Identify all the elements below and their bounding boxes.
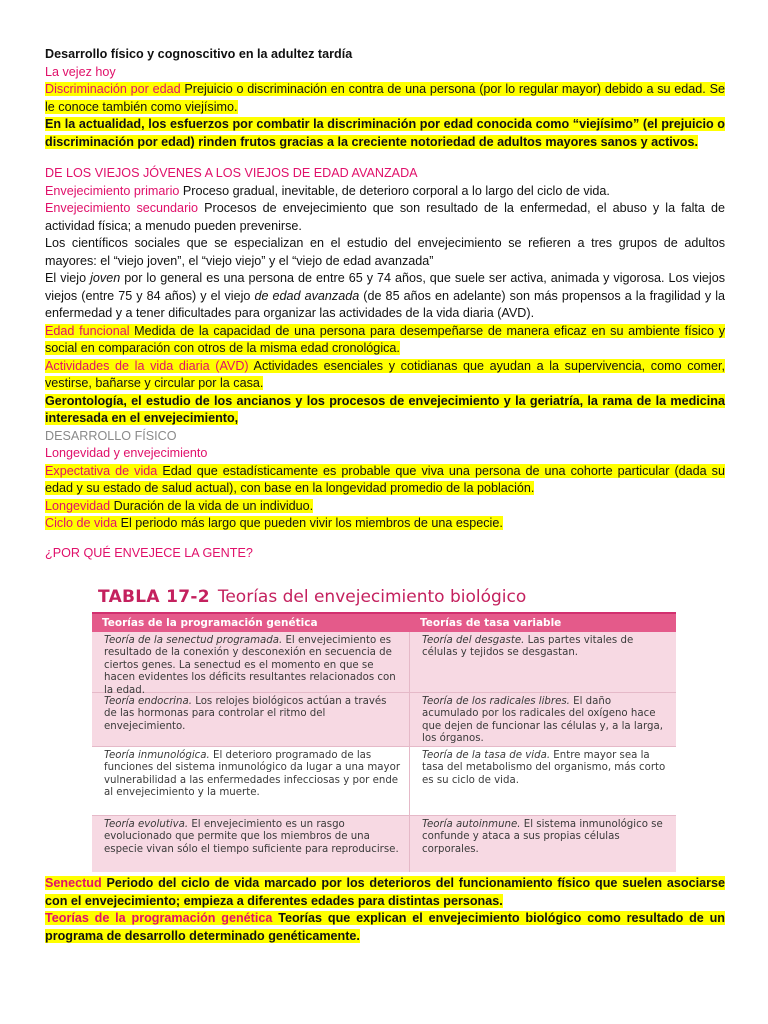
- table-cell: Teoría de la tasa de vida. Entre mayor sea la tasa del metabolismo del organismo, más corto es su ciclo de vida.: [422, 750, 666, 786]
- definition-edad-funcional: [45, 323, 725, 358]
- table-header-col2: Teorías de tasa variable: [420, 617, 562, 629]
- def-env-secundario: Procesos de envejecimiento que son resultado de la enfermedad, el abuso y la falta de actividad física; a menudo pueden prevenirse.: [45, 201, 725, 233]
- table-cell: Teoría autoinmune. El sistema inmunológico se confunde y ataca a sus propias células corporales.: [422, 819, 663, 855]
- table-cell: Teoría del desgaste. Las partes vitales de células y tejidos se desgastan.: [422, 635, 634, 659]
- paragraph-discriminacion: En la actualidad, los esfuerzos por combatir la discriminación por edad conocida como “viejísimo” (el prejuicio o discriminación por edad) rinden frutos gracias a la creciente notoriedad de adultos mayores sanos y activos.: [45, 117, 725, 149]
- paragraph-grupos: Los científicos sociales que se especializan en el estudio del envejecimiento se refieren a tres grupos de adultos mayores: el “viejo joven”, el “viejo viejo” y el “viejo de edad avanzada”: [45, 236, 725, 268]
- definition-senectud: [45, 875, 725, 910]
- table-header-col1: Teorías de la programación genética: [102, 617, 318, 629]
- section-heading-viejos: DE LOS VIEJOS JÓVENES A LOS VIEJOS DE EDAD AVANZADA: [45, 166, 418, 180]
- term-env-secundario: Envejecimiento secundario: [45, 201, 199, 215]
- paragraph-viejo-joven: El viejo joven por lo general es una persona de entre 65 y 74 años, que suele ser activa, animada y vigorosa. Los viejos viejos (entre 75 y 84 años) y el viejo de edad avanzada (de 85 años en adelante) son más propensos a la fragilidad y la enfermedad y a tener dificultades para organizar las actividades de la vida diaria (AVD).: [45, 271, 725, 320]
- section-heading-fisico: DESARROLLO FÍSICO: [45, 428, 177, 443]
- section-heading-porque: ¿POR QUÉ ENVEJECE LA GENTE?: [45, 545, 253, 560]
- def-discriminacion: Prejuicio o discriminación en contra de una persona (por lo regular mayor) debido a su edad. Se le conoce también como viejísimo.: [45, 82, 725, 114]
- table-cell: Teoría inmunológica. El deterioro programado de las funciones del sistema inmunológico da lugar a una mayor vulnerabilidad a las enfermedades infecciosas y por ende al envejecimiento y la muerte.: [92, 747, 410, 815]
- document-body: [45, 46, 725, 562]
- table-title: [92, 582, 676, 614]
- table-name: Teorías del envejecimiento biológico: [217, 587, 527, 607]
- definition-avd: [45, 358, 725, 393]
- table-row: [92, 746, 676, 815]
- def-expectativa: Edad que estadísticamente es probable que viva una persona de una cohorte particular (dada su edad y su estado de salud actual), con base en la longevidad promedio de la población.: [45, 463, 725, 495]
- def-programacion: Teorías que explican el envejecimiento biológico como resultado de un programa de desarrollo determinado genéticamente.: [45, 911, 725, 943]
- table-row: [92, 692, 676, 746]
- definition-programacion: [45, 910, 725, 945]
- term-programacion: Teorías de la programación genética: [45, 911, 273, 925]
- section-heading-longevidad: Longevidad y envejecimiento: [45, 446, 208, 460]
- table-header: [92, 614, 676, 632]
- def-senectud: Periodo del ciclo de vida marcado por los deterioros del funcionamiento físico que suelen asociarse con el envejecimiento; empieza a diferentes edades para distintas personas.: [45, 876, 725, 908]
- definition-expectativa: [45, 463, 725, 498]
- term-senectud: Senectud: [45, 876, 102, 890]
- term-ciclo: Ciclo de vida: [45, 516, 118, 530]
- definition-longevidad: [45, 498, 725, 516]
- definition-discriminacion: [45, 81, 725, 116]
- def-edad-funcional: Medida de la capacidad de una persona para desempeñarse de manera eficaz en su ambiente físico y social en comparación con otros de la misma edad cronológica.: [45, 323, 725, 355]
- document-title: Desarrollo físico y cognoscitivo en la adultez tardía: [45, 47, 353, 61]
- section-heading-vejez: La vejez hoy: [45, 64, 116, 79]
- paragraph-gerontologia: Gerontología, el estudio de los ancianos y los procesos de envejecimiento y la geriatría, la rama de la medicina interesada en el envejecimiento,: [45, 393, 725, 425]
- def-env-primario: Proceso gradual, inevitable, de deterioro corporal a lo largo del ciclo de vida.: [179, 183, 610, 198]
- theories-table: [92, 582, 676, 872]
- table-row: [92, 632, 676, 696]
- term-avd: Actividades de la vida diaria (AVD): [45, 358, 249, 373]
- table-cell: Teoría endocrina. Los relojes biológicos actúan a través de las hormonas para controlar el ritmo del envejecimiento.: [92, 693, 410, 746]
- def-avd: Actividades esenciales y cotidianas que ayudan a la supervivencia, como comer, vestirse, bañarse y circular por la casa.: [45, 358, 725, 390]
- table-number: TABLA 17-2: [98, 587, 210, 607]
- def-ciclo: El periodo más largo que pueden vivir los miembros de una especie.: [117, 516, 503, 530]
- table-cell: Teoría evolutiva. El envejecimiento es un rasgo evolucionado que permite que los miembros de una especie vivan sólo el tiempo suficiente para reproducirse.: [92, 816, 410, 872]
- def-longevidad: Duración de la vida de un individuo.: [110, 498, 314, 513]
- table-cell: Teoría de los radicales libres. El daño acumulado por los radicales del oxígeno hace que dejen de funcionar las células y, a la larga, los órganos.: [422, 696, 663, 745]
- term-env-primario: Envejecimiento primario: [45, 183, 180, 198]
- definition-env-primario: [45, 183, 725, 201]
- definition-env-secundario: [45, 200, 725, 235]
- term-discriminacion: Discriminación por edad: [45, 82, 181, 96]
- table-cell: Teoría de la senectud programada. El envejecimiento es resultado de la conexión y desconexión en secuencia de ciertos genes. La senectud es el momento en que se hacen evidentes los déficits resultantes relacionados con la edad.: [92, 632, 410, 692]
- document-body-bottom: [45, 875, 725, 945]
- term-edad-funcional: Edad funcional: [45, 323, 130, 338]
- table-row: [92, 815, 676, 872]
- term-expectativa: Expectativa de vida: [45, 463, 158, 478]
- term-longevidad: Longevidad: [45, 498, 111, 513]
- definition-ciclo: [45, 515, 725, 533]
